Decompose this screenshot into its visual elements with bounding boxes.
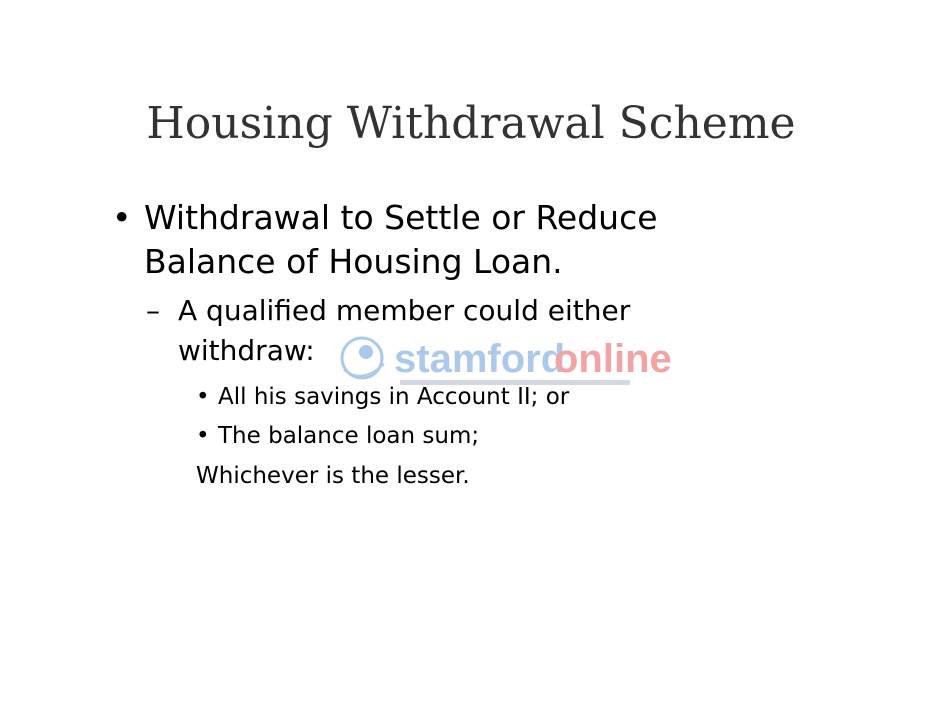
logo-globe-icon bbox=[342, 338, 384, 378]
logo-text-part-2: online bbox=[554, 337, 672, 381]
closing-text: Whichever is the lesser. bbox=[196, 463, 470, 489]
bullet-text-line-1: Withdrawal to Settle or Reduce bbox=[144, 198, 658, 237]
option-text: All his savings in Account II; or bbox=[218, 384, 570, 410]
bullet-marker: • bbox=[112, 198, 132, 237]
option-marker: • bbox=[196, 423, 210, 449]
bullet-text-line-2: Balance of Housing Loan. bbox=[144, 242, 563, 281]
option-marker: • bbox=[196, 384, 210, 410]
sub-bullet-text-line-1: A qualified member could either bbox=[178, 294, 631, 327]
sub-bullet-text-line-2: withdraw: bbox=[178, 334, 315, 367]
logo-text-part-1: stamford bbox=[394, 337, 566, 381]
option-text: The balance loan sum; bbox=[218, 423, 480, 449]
slide-title: Housing Withdrawal Scheme bbox=[146, 98, 796, 149]
sub-bullet-marker: – bbox=[146, 294, 160, 327]
